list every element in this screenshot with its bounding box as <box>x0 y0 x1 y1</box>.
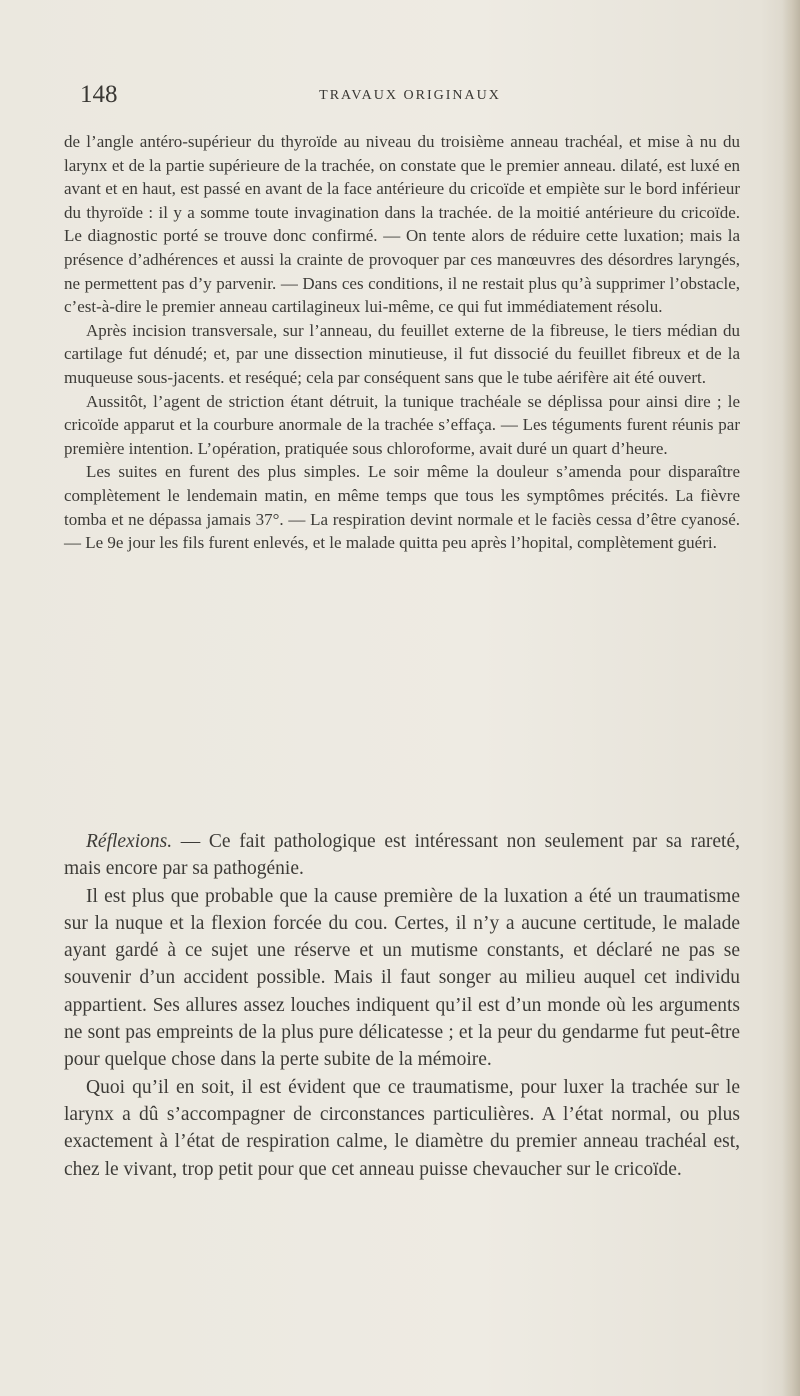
running-title: TRAVAUX ORIGINAUX <box>319 88 501 103</box>
reflexions-section <box>64 828 740 1183</box>
paragraph-suites: Les suites en furent des plus simples. Le soir même la douleur s’amenda pour disparaître complètement le lendemain matin, en même temps que tous les symptômes précités. La fièvre tomba et ne dépassa jamais 37°. — La respiration devint normale et le faciès cessa d’être cyanosé. — Le 9e jour les fils furent enlevés, et le malade quitta peu après l’hopital, complètement guéri. <box>64 462 740 553</box>
paragraph-incision: Après incision transversale, sur l’anneau, du feuillet externe de la fibreuse, le tiers médian du cartilage fut dénudé; et, par une dissection minutieuse, il fut dissocié du feuillet fibreux et de la muqueuse sous-jacents. et reséqué; cela par conséquent sans que le tube aérifère ait été ouvert. <box>64 320 740 387</box>
paragraph-quoi-quil: Quoi qu’il en soit, il est évident que ce traumatisme, pour luxer la trachée sur le larynx a dû s’accompagner de circonstances particulières. A l’état normal, ou plus exactement à l’état de respiration calme, le diamètre du premier anneau trachéal est, chez le vivant, trop petit pour que cet anneau puisse chevaucher sur le cricoïde. <box>64 1076 740 1180</box>
paragraph-cause: Il est plus que probable que la cause première de la luxation a été un traumatisme sur la nuque et la flexion forcée du cou. Certes, il n’y a aucune certitude, le malade ayant gardé à ce sujet une réserve et un mutisme constants, et déclaré ne pas se souvenir d’un accident possible. Mais il faut songer au milieu auquel cet individu appartient. Ses allures assez louches indiquent qu’il est d’un monde où les arguments ne sont pas empreints de la plus pure délicatesse ; et la peur du gendarme fut peut-être pour quelque chose dans la perte subite de la mémoire. <box>64 885 740 1071</box>
paragraph-aussitot: Aussitôt, l’agent de striction étant détruit, la tunique trachéale se déplissa pour ainsi dire ; le cricoïde apparut et la courbure anormale de la trachée s’effaça. — Les téguments furent réunis par première intention. L’opération, pratiquée sous chloroforme, avait duré un quart d’heure. <box>64 391 740 458</box>
reflexions-text: — Ce fait pathologique est intéressant non seulement par sa rareté, mais encore par sa pathogénie. <box>64 831 740 880</box>
reflexions-label: Réflexions. <box>86 831 173 852</box>
page-edge-shadow <box>782 0 800 1396</box>
paragraph-continued: de l’angle antéro-supérieur du thyroïde au niveau du troisième anneau trachéal, et mise à nu du larynx et de la partie supérieure de la trachée, on constate que le premier anneau. dilaté, est luxé en avant et en haut, est passé en avant de la face antérieure du cricoïde et empiète sur le bord inférieur du thyroïde : il y a somme toute invagination dans la trachée. de la moitié antérieure du cricoïde. Le diagnostic porté se trouve donc confirmé. — On tente alors de réduire cette luxation; mais la présence d’adhérences et aussi la crainte de provoquer par ces manœuvres des désordres laryngés, ne permettent pas d’y parvenir. — Dans ces conditions, il ne restait plus qu’à supprimer l’obstacle, c’est-à-dire le premier anneau cartilagineux lui-même, ce qui fut immédiatement résolu. <box>64 132 740 317</box>
page-number: 148 <box>80 81 118 108</box>
paragraph-reflexions <box>64 828 740 883</box>
page-header <box>80 80 740 116</box>
case-report-text <box>64 130 740 555</box>
